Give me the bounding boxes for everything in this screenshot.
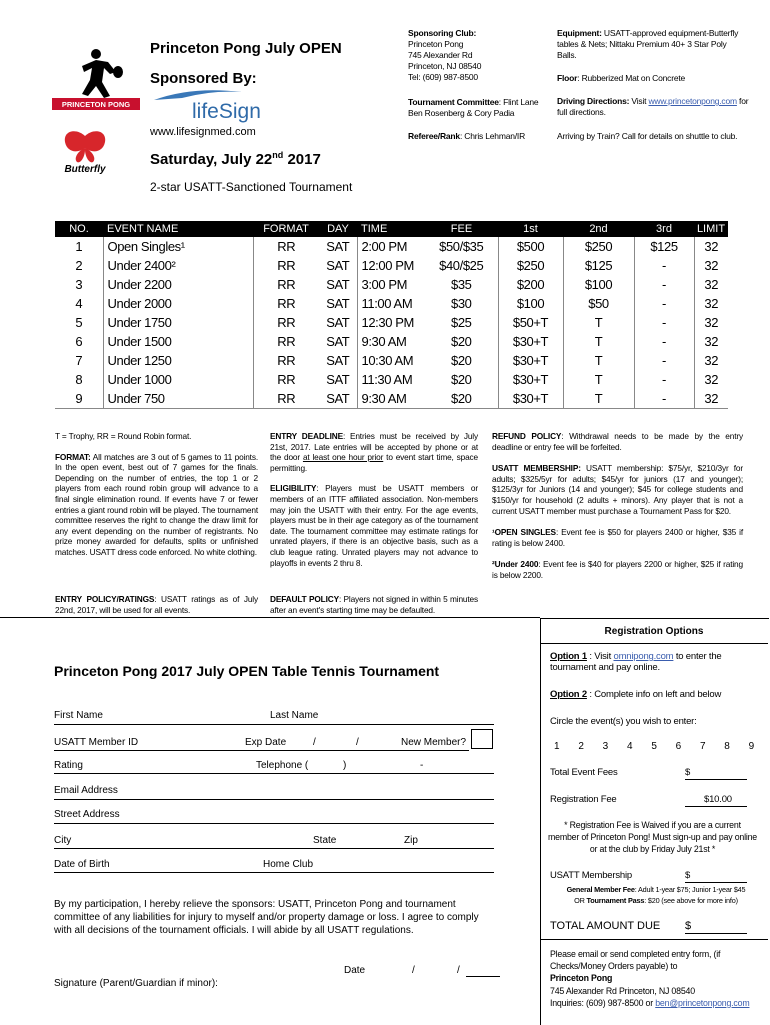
prize-first: $100 <box>498 294 563 313</box>
mail-name: Princeton Pong <box>550 973 613 984</box>
open-singles-label: ¹OPEN SINGLES <box>492 527 556 538</box>
prize-second: T <box>563 351 634 370</box>
event-row <box>55 313 728 332</box>
butterfly-logo <box>55 128 115 174</box>
waived-line: or at the club by Friday July 21st * <box>589 844 716 854</box>
date-year: 2017 <box>283 151 321 168</box>
event-day: SAT <box>326 334 350 349</box>
event-row <box>55 275 728 294</box>
date-slash: / <box>412 965 415 976</box>
member-id-field-line[interactable] <box>54 750 469 751</box>
street-field-line[interactable] <box>54 823 494 824</box>
dob-label: Date of Birth <box>54 859 110 870</box>
section-divider <box>0 617 540 618</box>
event-no: 1 <box>75 239 83 254</box>
butterfly-logo-text: Butterfly <box>64 164 106 174</box>
floor-block <box>557 73 747 84</box>
deadline-text2: to event start time, space permitting. <box>270 452 479 473</box>
eligibility-text: : Players must be USATT members or members of an ITTF affiliated association. Non-members may join the USATT with their entry. For the age events, players must be in their age category as of the tournament date. The tournament committee may estimate ratings for unrated players, if there is an objective basis, such as a club league rating. Unrated players may not advance to playoffs in events 2 thru 8. <box>270 483 478 568</box>
total-event-fees-label: Total Event Fees <box>550 767 618 778</box>
event-fee: $25 <box>451 315 472 330</box>
default-text: : Players not signed in within 5 minutes after an event's starting time may be defaulted. <box>270 594 478 615</box>
equipment-label: Equipment: <box>557 28 602 38</box>
deadline-text: : Entries must be received by July 21st, 2017. Late entries will be accepted by phone or at the door <box>270 431 478 463</box>
event-format: RR <box>253 256 319 275</box>
events-body <box>55 237 728 409</box>
entry-policy-label: ENTRY POLICY/RATINGS <box>55 594 155 604</box>
option-2-text: : Complete info on left and below <box>586 689 722 700</box>
events-table <box>55 221 728 409</box>
event-fee: $20 <box>451 334 472 349</box>
total-amount-due-dollar: $ <box>685 920 692 932</box>
prize-third: - <box>634 313 694 332</box>
exp-date-label: Exp Date <box>245 737 287 748</box>
floor-text: : Rubberized Mat on Concrete <box>577 73 686 83</box>
option-1 <box>550 651 755 673</box>
tournament-title: Princeton Pong July OPEN <box>150 40 342 57</box>
mail-line: Please email or send completed entry form, (if <box>550 949 721 959</box>
sponsoring-club-label: Sponsoring Club: <box>408 28 477 38</box>
event-limit: 32 <box>694 332 728 351</box>
event-format: RR <box>253 294 319 313</box>
under2400-text: : Event fee is $40 for players 2200 or higher, $25 if rating is below 2200. <box>492 559 743 580</box>
deadline-underline: at least one hour prior <box>302 452 384 463</box>
event-time: 3:00 PM <box>357 275 425 294</box>
omnipong-link[interactable]: omnipong.com <box>613 651 674 662</box>
option-1-post: to enter the tournament and pay online. <box>550 651 722 673</box>
signature-label: Signature (Parent/Guardian if minor): <box>54 978 218 989</box>
header-third: 3rd <box>634 221 694 237</box>
last-name-label: Last Name <box>270 710 319 721</box>
event-choice-9[interactable]: 9 <box>748 741 754 752</box>
option-1-pre: : Visit <box>586 651 614 662</box>
event-name: Under 2200 <box>103 275 253 294</box>
zip-label: Zip <box>404 835 418 846</box>
event-fee: $35 <box>451 277 472 292</box>
prize-third: - <box>634 370 694 389</box>
event-day: SAT <box>326 315 350 330</box>
event-limit: 32 <box>694 275 728 294</box>
event-time: 9:30 AM <box>357 332 425 351</box>
event-choice-3[interactable]: 3 <box>602 741 609 752</box>
prize-third: - <box>634 351 694 370</box>
prize-first: $30+T <box>498 389 563 409</box>
exp-slash: / <box>313 737 316 748</box>
floor-label: Floor <box>557 73 578 83</box>
option-2-label: Option 2 <box>550 689 587 700</box>
event-time: 12:30 PM <box>357 313 425 332</box>
sponsored-by-label: Sponsored By: <box>150 70 257 87</box>
event-fee: $20 <box>451 372 472 387</box>
committee-text: : Flint Lane <box>498 97 539 107</box>
prize-second: T <box>563 313 634 332</box>
event-no: 6 <box>75 334 83 349</box>
rating-field-line[interactable] <box>54 773 494 774</box>
event-row <box>55 237 728 256</box>
header-time: TIME <box>357 221 425 237</box>
directions-post: for full directions. <box>557 96 749 117</box>
club-line: Tel: (609) 987-8500 <box>408 72 478 82</box>
directions-pre: Visit <box>629 96 649 106</box>
new-member-label: New Member? <box>401 737 467 748</box>
dob-field-line[interactable] <box>54 872 494 873</box>
header-limit: LIMIT <box>694 221 728 237</box>
committee-line2: Ben Rosenberg & Cory Padia <box>408 108 515 118</box>
event-no: 9 <box>75 391 83 406</box>
prize-second: $250 <box>563 237 634 256</box>
header-no: NO. <box>55 221 103 237</box>
event-limit: 32 <box>694 370 728 389</box>
form-title: Princeton Pong 2017 July OPEN Table Tennis Tournament <box>54 663 440 679</box>
eligibility-label: ELIGIBILITY <box>270 483 317 494</box>
event-day: SAT <box>326 353 350 368</box>
mail-address: 745 Alexander Rd Princeton, NJ 08540 <box>550 985 695 996</box>
default-policy <box>270 594 478 615</box>
date-label: Date <box>344 965 366 976</box>
prize-first: $500 <box>498 237 563 256</box>
membership-text: USATT membership: $75/yr, $210/3yr for adults; $325/5yr for adults; $45/yr for juniors (17 and younger); $125/3yr for Juniors (14 and younger); $45 for college students and $150/yr for household (2 adults + minors). Any player that is not a current USATT member must purchase a Tournament Pass for $20. <box>492 463 744 516</box>
entry-policy-text: : USATT ratings as of July 22nd, 2017, will be used for all events. <box>55 594 258 615</box>
prize-second: $125 <box>563 256 634 275</box>
event-row <box>55 370 728 389</box>
event-day: SAT <box>326 296 350 311</box>
refund-label: REFUND POLICY <box>492 431 562 441</box>
date-text: Saturday, July 22 <box>150 151 273 168</box>
street-label: Street Address <box>54 809 120 820</box>
lifesign-url: www.lifesignmed.com <box>150 126 256 138</box>
directions-link[interactable]: www.princetonpong.com <box>648 96 737 106</box>
event-time: 11:30 AM <box>357 370 425 389</box>
club-line: Princeton, NJ 08540 <box>408 61 482 71</box>
registration-waived-note <box>545 819 760 855</box>
date-field-line[interactable] <box>466 976 500 977</box>
prize-third: - <box>634 294 694 313</box>
total-event-fees-dollar: $ <box>685 767 691 778</box>
event-fee: $30 <box>451 296 472 311</box>
event-format: RR <box>253 389 319 409</box>
usatt-membership-dollar: $ <box>685 870 691 881</box>
entry-policy <box>55 594 258 615</box>
referee-block <box>408 131 553 142</box>
tp-pre: OR <box>574 896 587 905</box>
header-event-name: EVENT NAME <box>103 221 253 237</box>
event-name: Under 2400² <box>103 256 253 275</box>
prize-first: $30+T <box>498 351 563 370</box>
event-day: SAT <box>326 239 350 254</box>
membership-fee-note <box>545 884 767 906</box>
usatt-membership-line[interactable] <box>685 882 747 883</box>
event-row <box>55 294 728 313</box>
tp-text: : $20 (see above for more info) <box>644 896 738 905</box>
refund-text: : Withdrawal needs to be made by the entry deadline or entry fee will be forfeited. <box>492 431 744 452</box>
city-field-line[interactable] <box>54 848 494 849</box>
deadline-label: ENTRY DEADLINE <box>270 431 343 441</box>
event-name: Under 1250 <box>103 351 253 370</box>
princeton-pong-logo <box>52 38 140 110</box>
option-2 <box>550 689 721 700</box>
usatt-membership-label: USATT Membership <box>550 870 632 881</box>
name-field-line[interactable] <box>54 724 494 725</box>
registration-fee-line <box>685 806 747 807</box>
tp-label: Tournament Pass <box>586 896 645 905</box>
event-choice-5[interactable]: 5 <box>651 741 657 752</box>
event-row <box>55 256 728 275</box>
rules-column-1 <box>55 431 258 568</box>
date-suffix: nd <box>272 150 284 160</box>
prize-first: $200 <box>498 275 563 294</box>
event-format: RR <box>253 313 319 332</box>
prize-third: - <box>634 275 694 294</box>
telephone-paren: ) <box>343 760 347 771</box>
under2400-label: ²Under 2400 <box>492 559 539 570</box>
lifesign-logo <box>152 88 282 124</box>
header-second: 2nd <box>563 221 634 237</box>
event-choice-2[interactable]: 2 <box>578 741 584 752</box>
event-limit: 32 <box>694 256 728 275</box>
rules-column-3 <box>492 431 743 581</box>
prize-second: $50 <box>563 294 634 313</box>
prize-first: $250 <box>498 256 563 275</box>
event-fee: $40/$25 <box>439 258 484 273</box>
train-info: Arriving by Train? Call for details on shuttle to club. <box>557 131 738 141</box>
member-id-label: USATT Member ID <box>54 737 139 748</box>
event-limit: 32 <box>694 313 728 332</box>
event-name: Open Singles¹ <box>103 237 253 256</box>
registration-title-divider <box>540 643 768 644</box>
event-limit: 32 <box>694 351 728 370</box>
event-name: Under 750 <box>103 389 253 409</box>
mail-line: Checks/Money Orders payable) to <box>550 961 678 972</box>
waiver-text: By my participation, I hereby relieve the sponsors: USATT, Princeton Pong and tournament committee of any liabilities for injury to myself and/or property damage or loss. I agree to comply with all decisions of the tournament officials. I will abide by all USATT regulations. <box>54 899 479 936</box>
email-label: Email Address <box>54 785 118 796</box>
option-1-label: Option 1 <box>550 651 587 662</box>
event-format: RR <box>253 237 319 256</box>
event-choice-6[interactable]: 6 <box>675 741 682 752</box>
event-time: 10:30 AM <box>357 351 425 370</box>
total-amount-due-line[interactable] <box>685 933 747 934</box>
event-name: Under 1750 <box>103 313 253 332</box>
legend-text: T = Trophy, RR = Round Robin format. <box>55 431 192 441</box>
prize-third: - <box>634 389 694 409</box>
date-slash: / <box>457 965 460 976</box>
prize-first: $30+T <box>498 332 563 351</box>
prize-second: T <box>563 370 634 389</box>
waived-line: * Registration Fee is Waived if you are a current <box>564 820 741 830</box>
event-day: SAT <box>326 258 350 273</box>
membership-label: USATT MEMBERSHIP: <box>492 463 581 474</box>
rules-column-2 <box>270 431 478 568</box>
equipment-text: USATT-approved equipment-Butterfly tables & Nets; Nittaku Premium 40+ 3 Star Poly Balls. <box>557 28 739 60</box>
event-time: 9:30 AM <box>357 389 425 409</box>
event-fee: $20 <box>451 391 472 406</box>
header-first: 1st <box>498 221 563 237</box>
event-no: 7 <box>75 353 83 368</box>
format-label: FORMAT: <box>55 451 91 462</box>
exp-slash: / <box>356 737 359 748</box>
state-label: State <box>313 835 337 846</box>
telephone-label: Telephone ( <box>256 760 309 771</box>
prize-first: $30+T <box>498 370 563 389</box>
event-format: RR <box>253 332 319 351</box>
registration-fee-value: $10.00 <box>704 794 732 805</box>
event-limit: 32 <box>694 389 728 409</box>
event-format: RR <box>253 275 319 294</box>
event-format: RR <box>253 370 319 389</box>
referee-label: Referee/Rank <box>408 131 460 141</box>
registration-fee-label: Registration Fee <box>550 794 617 805</box>
equipment-block <box>557 28 747 61</box>
lifesign-logo-text: lifeSign <box>192 100 261 123</box>
total-amount-due-label: TOTAL AMOUNT DUE <box>550 920 661 932</box>
total-event-fees-line[interactable] <box>685 779 747 780</box>
telephone-dash: - <box>420 760 424 771</box>
event-time: 12:00 PM <box>357 256 425 275</box>
email-field-line[interactable] <box>54 799 494 800</box>
tournament-date <box>150 150 321 168</box>
sponsoring-club-block <box>408 28 548 83</box>
mail-divider <box>540 939 768 940</box>
event-row <box>55 332 728 351</box>
event-name: Under 1500 <box>103 332 253 351</box>
event-choice-7[interactable]: 7 <box>699 741 706 752</box>
format-text: All matches are 3 out of 5 games to 11 points. In the open event, best out of 7 games for the finals. Depending on the number of entries, the top 1 or 2 players from each round robin group will advance to a final single elimination round. If events have 7 or fewer entries a giant round robin will be played. The tournament committee reserves the right to change the draw limit for any event depending on the number of registrants. No prize money awarded for defaults, splits or unfinished matches. USATT dress code enforced. No white clothing. <box>55 451 258 557</box>
event-name: Under 1000 <box>103 370 253 389</box>
committee-block <box>408 97 553 119</box>
event-no: 4 <box>75 296 83 311</box>
mail-instructions <box>550 948 765 1009</box>
prize-second: T <box>563 389 634 409</box>
header-format: FORMAT <box>253 221 319 237</box>
event-day: SAT <box>326 372 350 387</box>
event-row <box>55 351 728 370</box>
new-member-checkbox[interactable] <box>471 729 493 749</box>
event-choice-1[interactable]: 1 <box>554 741 560 752</box>
event-day: SAT <box>326 277 350 292</box>
event-format: RR <box>253 351 319 370</box>
event-limit: 32 <box>694 294 728 313</box>
event-name: Under 2000 <box>103 294 253 313</box>
event-number-choices <box>554 741 754 752</box>
event-time: 11:00 AM <box>357 294 425 313</box>
event-fee: $20 <box>451 353 472 368</box>
prize-third: - <box>634 332 694 351</box>
header-fee: FEE <box>425 221 498 237</box>
sanction-line: 2-star USATT-Sanctioned Tournament <box>150 180 353 194</box>
inquiries-email-link[interactable]: ben@princetonpong.com <box>655 997 750 1008</box>
event-no: 3 <box>75 277 83 292</box>
directions-block <box>557 96 752 118</box>
home-club-label: Home Club <box>263 859 314 870</box>
prize-third: $125 <box>634 237 694 256</box>
inquiries-text: Inquiries: (609) 987-8500 or <box>550 997 656 1008</box>
prize-second: $100 <box>563 275 634 294</box>
event-no: 5 <box>75 315 83 330</box>
event-limit: 32 <box>694 237 728 256</box>
club-line: Princeton Pong <box>408 39 464 49</box>
event-day: SAT <box>326 391 350 406</box>
gm-fee-label: General Member Fee <box>566 885 635 894</box>
committee-label: Tournament Committee <box>408 97 499 107</box>
rating-label: Rating <box>54 760 83 771</box>
event-fee: $50/$35 <box>439 239 484 254</box>
prize-third: - <box>634 256 694 275</box>
referee-text: : Chris Lehman/IR <box>459 131 526 141</box>
waived-line: member of Princeton Pong! Must sign-up and pay online <box>548 832 757 842</box>
city-label: City <box>54 835 72 846</box>
circle-events-text: Circle the event(s) you wish to enter: <box>550 716 697 727</box>
princeton-logo-text: PRINCETON PONG <box>61 100 131 109</box>
event-row <box>55 389 728 409</box>
event-no: 2 <box>75 258 83 273</box>
first-name-label: First Name <box>54 710 103 721</box>
club-line: 745 Alexander Rd <box>408 50 473 60</box>
registration-title: Registration Options <box>604 626 704 637</box>
default-label: DEFAULT POLICY <box>270 594 339 604</box>
directions-label: Driving Directions: <box>557 96 630 106</box>
header-day: DAY <box>319 221 357 237</box>
events-header-row <box>55 221 728 237</box>
prize-first: $50+T <box>498 313 563 332</box>
event-time: 2:00 PM <box>357 237 425 256</box>
event-choice-4[interactable]: 4 <box>626 741 633 752</box>
prize-second: T <box>563 332 634 351</box>
open-singles-text: : Event fee is $50 for players 2400 or higher, $35 if rating is below 2400. <box>492 527 743 548</box>
event-no: 8 <box>75 372 83 387</box>
gm-fee-text: : Adult 1-year $75; Junior 1-year $45 <box>634 885 746 894</box>
event-choice-8[interactable]: 8 <box>724 741 730 752</box>
